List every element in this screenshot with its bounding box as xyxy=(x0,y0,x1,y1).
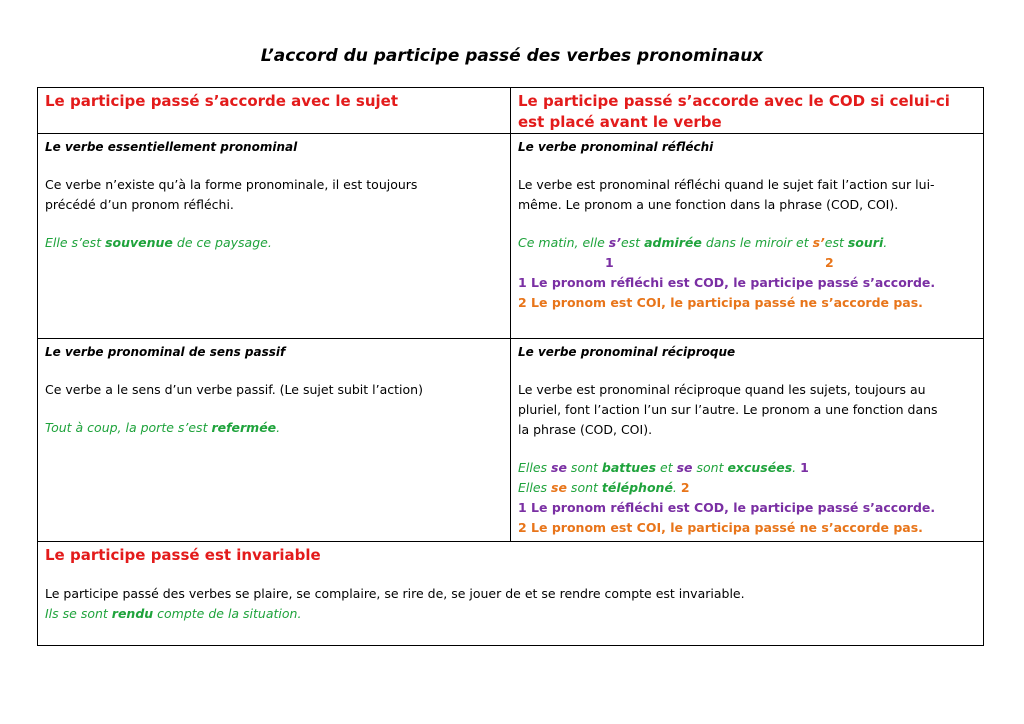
refl-text-1: Le verbe est pronominal réfléchi quand le sujet fait l’action sur lui- xyxy=(518,177,935,192)
recip-rule-2: 2 Le pronom est COI, le participa passé ne s’accorde pas. xyxy=(518,520,923,535)
recip-example-2: Elles se sont téléphoné. 2 xyxy=(518,480,690,495)
header-row xyxy=(38,88,984,134)
recip-text-1: Le verbe est pronominal réciproque quand les sujets, toujours au xyxy=(518,382,926,397)
recip-example-1: Elles se sont battues et se sont excusées. 1 xyxy=(518,460,809,475)
invariable-text: Le participe passé des verbes se plaire, se complaire, se rire de, se jouer de et se rendre compte est invariable. xyxy=(45,586,745,601)
refl-marker-1: 1 xyxy=(605,255,614,270)
header-left-cell xyxy=(38,88,511,134)
header-right-line1: Le participe passé s’accorde avec le COD si celui-ci xyxy=(518,92,950,110)
ess-text-1: Ce verbe n’existe qu’à la forme pronominale, il est toujours xyxy=(45,177,418,192)
row-1 xyxy=(38,134,984,339)
recip-text-3: la phrase (COD, COI). xyxy=(518,422,653,437)
refl-text-2: même. Le pronom a une fonction dans la phrase (COD, COI). xyxy=(518,197,899,212)
ess-heading: Le verbe essentiellement pronominal xyxy=(45,140,298,154)
cell-essentiellement xyxy=(38,134,511,339)
refl-marker-2: 2 xyxy=(825,255,834,270)
recip-rule-1: 1 Le pronom réfléchi est COD, le participe passé s’accorde. xyxy=(518,500,936,515)
rules-table xyxy=(37,87,984,646)
row-2 xyxy=(38,339,984,542)
refl-rule-1: 1 Le pronom réfléchi est COD, le participe passé s’accorde. xyxy=(518,275,936,290)
passif-heading: Le verbe pronominal de sens passif xyxy=(45,345,286,359)
recip-text-2: pluriel, font l’action l’un sur l’autre. Le pronom a une fonction dans xyxy=(518,402,938,417)
ess-example: Elle s’est souvenue de ce paysage. xyxy=(45,235,272,250)
cell-invariable xyxy=(38,542,984,646)
passif-example: Tout à coup, la porte s’est refermée. xyxy=(45,420,281,435)
row-invariable xyxy=(38,542,984,646)
page-title: L’accord du participe passé des verbes pronominaux xyxy=(260,46,764,66)
invariable-heading: Le participe passé est invariable xyxy=(45,546,321,564)
refl-example: Ce matin, elle s’est admirée dans le miroir et s’est souri. xyxy=(518,235,888,250)
refl-rule-2: 2 Le pronom est COI, le participa passé ne s’accorde pas. xyxy=(518,295,923,310)
cell-reciproque xyxy=(511,339,984,542)
ess-text-2: précédé d’un pronom réfléchi. xyxy=(45,197,234,212)
header-right-line2: est placé avant le verbe xyxy=(518,113,722,131)
passif-text: Ce verbe a le sens d’un verbe passif. (Le sujet subit l’action) xyxy=(45,382,423,397)
cell-passif xyxy=(38,339,511,542)
invariable-example: Ils se sont rendu compte de la situation. xyxy=(45,606,302,621)
refl-marker-row xyxy=(518,253,976,273)
refl-heading: Le verbe pronominal réfléchi xyxy=(518,140,714,154)
recip-heading: Le verbe pronominal réciproque xyxy=(518,345,736,359)
header-right-cell xyxy=(511,88,984,134)
cell-reflechi xyxy=(511,134,984,339)
header-left: Le participe passé s’accorde avec le sujet xyxy=(45,92,398,110)
